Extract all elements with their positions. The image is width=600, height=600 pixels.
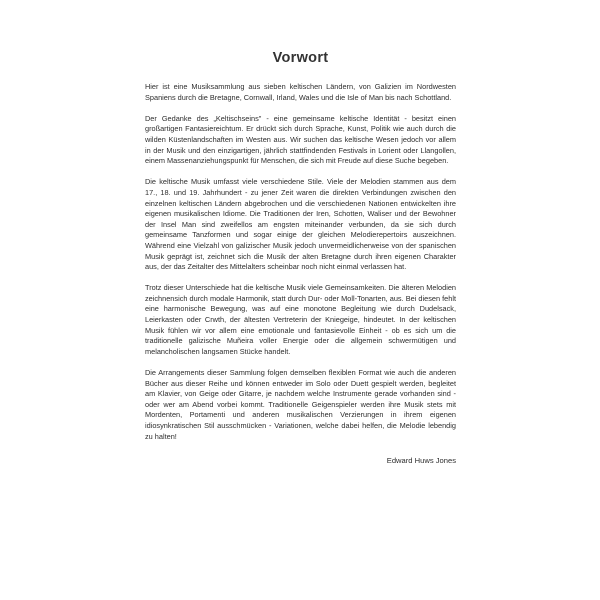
paragraph-arrangements: Die Arrangements dieser Sammlung folgen demselben flexiblen Format wie auch die anderen Bücher aus dieser Reihe und können entweder im Solo oder Duett gespielt werden, begleitet am Klavier, von Geige oder Gitarre, je nachdem welche Instrumente gerade vorhanden sind - oder wer am Abend vorbei kommt. Traditionelle Geigenspieler werden ihre Musik stets mit Mordenten, Portamenti und anderen musikalischen Verzierungen in ihrem eigenen idiosynkratischen Stil ausschmücken - Variationen, welche dabei helfen, die Melodie lebendig zu halten! xyxy=(145,368,456,441)
paragraph-celtic-identity: Der Gedanke des „Keltischseins" - eine gemeinsame keltische Identität - besitzt einen großartigen Fantasiereichtum. Er drückt sich durch Sprache, Kunst, Politik wie auch durch die wilden Küstenlandschaften im Westen aus. Wir suchen das keltische Wesen jedoch vor allem in der Musik und den einzigartigen, jährlich stattfindenden Festivals in Lorient oder Llangollen, einem Massenanziehungspunkt für Menschen, die sich mit Freude auf diese Suche begeben. xyxy=(145,113,456,166)
document-page xyxy=(145,50,456,465)
paragraph-celtic-music-styles: Die keltische Musik umfasst viele verschiedene Stile. Viele der Melodien stammen aus dem 17., 18. und 19. Jahrhundert - zu jener Zeit waren die direkten Verbindungen zwischen den einzelnen keltischen Ländern abgebrochen und die verschiedenen Nationen entwickelten ihre eigenen musikalischen Idiome. Die Traditionen der Iren, Schotten, Waliser und der Bewohner der Insel Man sind zweifellos am engsten miteinander verbunden, da sie sich durch gemeinsame Tanzformen und sogar einige der gleichen Melodierepertoirs auszeichnen. Während eine Vielzahl von galizischer Musik jedoch unvermeidlicherweise von der spanischen Musik geprägt ist, zeichnet sich die Musik der alten Bretagne durch ihren eigenen Charakter aus, der das Zeitalter des Mittelalters scheinbar noch nicht einmal verlassen hat. xyxy=(145,177,456,272)
page-title: Vorwort xyxy=(272,50,329,66)
paragraph-commonalities: Trotz dieser Unterschiede hat die keltische Musik viele Gemeinsamkeiten. Die älteren Melodien zeichnensich durch modale Harmonik, statt durch Dur- oder Moll-Tonarten, aus. Bei diesen fehlt eine harmonische Bewegung, was auf eine monotone Begleitung wie durch Dudelsack, Leierkasten oder Crwth, der ältesten Vertreterin der Kniegeige, hindeutet. In der keltischen Musik fühlen wir vor allem eine emotionale und fantasievolle Einheit - ob es sich um die traditionelle galizische Muñeira voller Energie oder die allgemein schwermütigen und melancholischen langsamen Stücke handelt. xyxy=(145,283,456,356)
author-signature: Edward Huws Jones xyxy=(386,456,456,466)
paragraph-intro: Hier ist eine Musiksammlung aus sieben keltischen Ländern, von Galizien im Nordwesten Spaniens durch die Bretagne, Cornwall, Irland, Wales und die Isle of Man bis nach Schottland. xyxy=(145,82,456,102)
